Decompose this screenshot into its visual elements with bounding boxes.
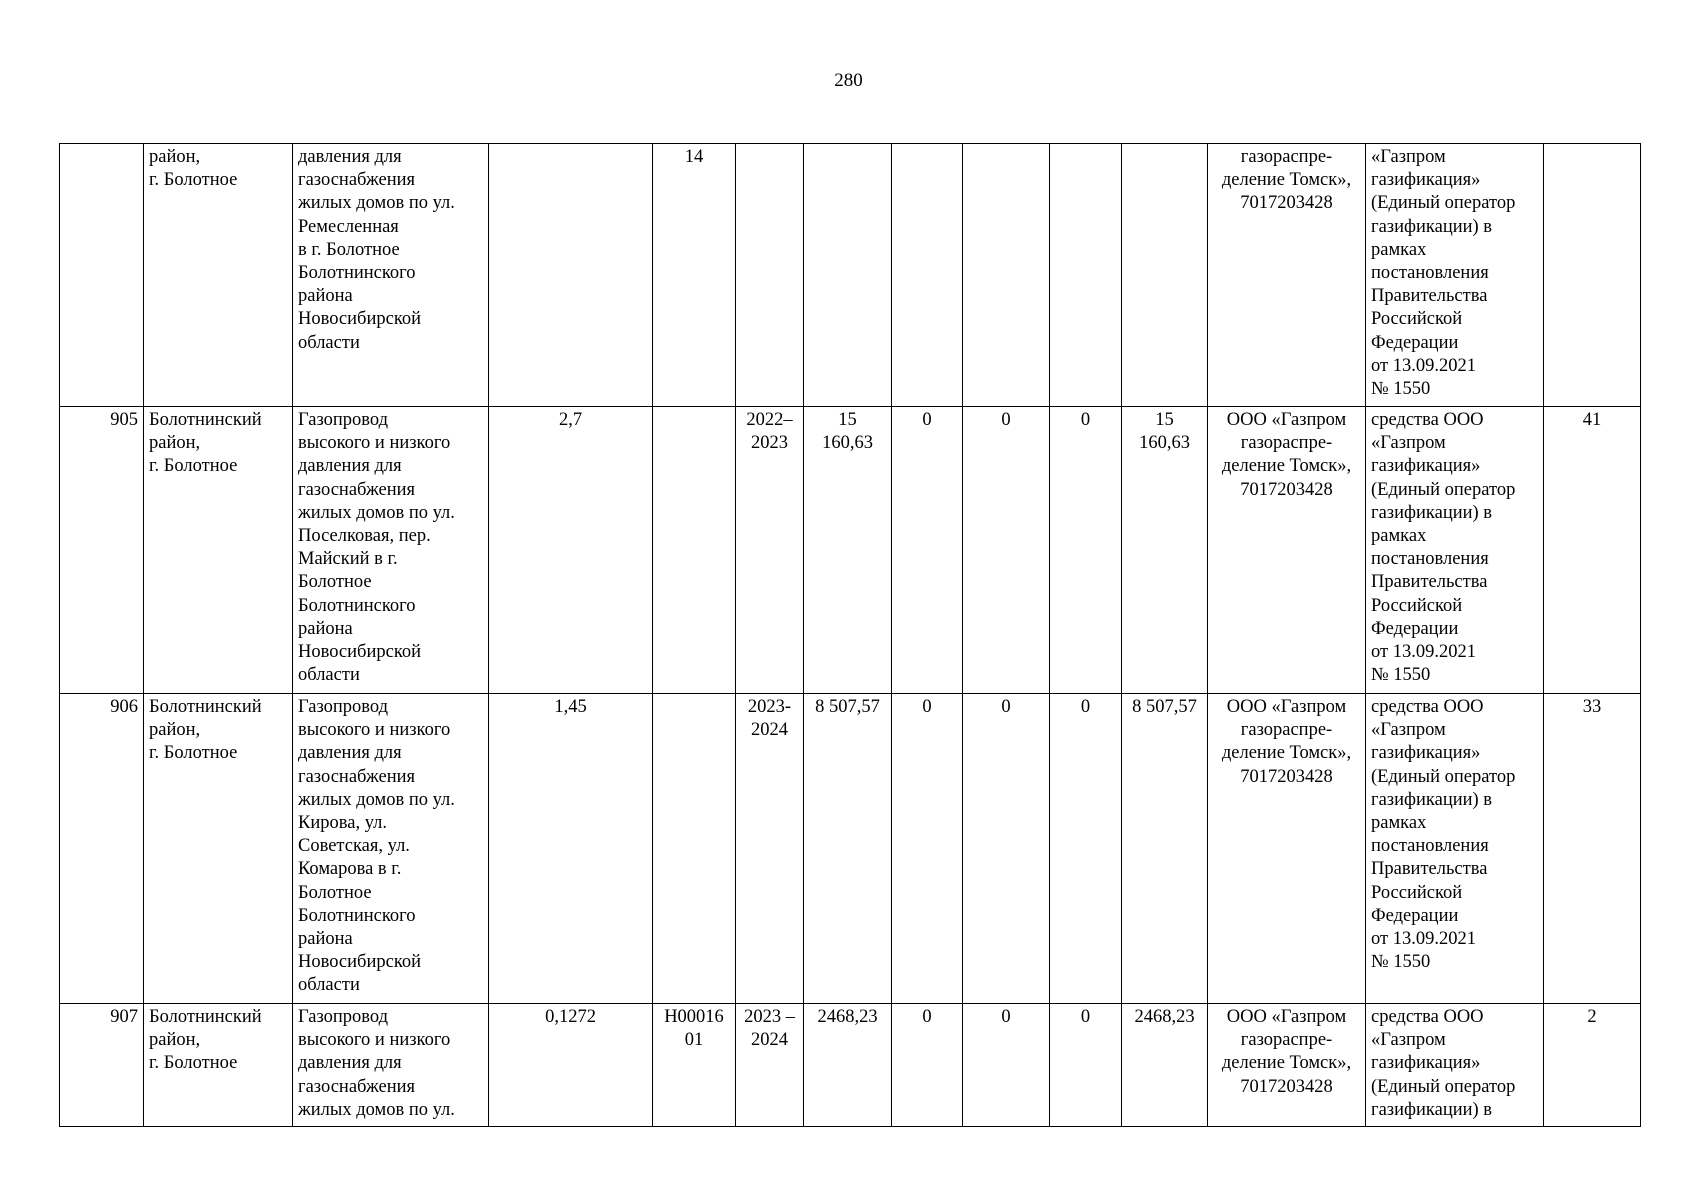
source-cell: средства ООО «Газпром газификация» (Единый оператор газификации) в [1366, 1004, 1544, 1127]
funding-b-cell: 0 [963, 694, 1050, 1004]
table-row [60, 1004, 1641, 1127]
period-cell: 2023 – 2024 [736, 1004, 804, 1127]
funding-c-cell: 0 [1050, 1004, 1122, 1127]
source-cell: «Газпром газификация» (Единый оператор газификации) в рамках постановления Правительства Российской Федерации от 13.09.2021 № 1550 [1366, 144, 1544, 407]
executor-cell: газораспре- деление Томск», 7017203428 [1208, 144, 1366, 407]
funding-a-cell: 0 [892, 407, 963, 694]
funding-a-cell: 0 [892, 694, 963, 1004]
count-cell: 41 [1544, 407, 1641, 694]
source-cell: средства ООО «Газпром газификация» (Единый оператор газификации) в рамках постановления Правительства Российской Федерации от 13.09.2021 № 1550 [1366, 694, 1544, 1004]
length-cell [489, 144, 653, 407]
object-cell: Газопровод высокого и низкого давления для газоснабжения жилых домов по ул. Поселковая, пер. Майский в г. Болотное Болотнинского района Новосибирской области [293, 407, 489, 694]
funding-b-cell: 0 [963, 1004, 1050, 1127]
object-cell: Газопровод высокого и низкого давления для газоснабжения жилых домов по ул. [293, 1004, 489, 1127]
funding-c-cell [1050, 144, 1122, 407]
total-cell: 2468,23 [804, 1004, 892, 1127]
total-cell [804, 144, 892, 407]
funding-b-cell: 0 [963, 407, 1050, 694]
length-cell: 0,1272 [489, 1004, 653, 1127]
table-row [60, 694, 1641, 1004]
funding-a-cell [892, 144, 963, 407]
period-cell: 2023- 2024 [736, 694, 804, 1004]
district-cell: район, г. Болотное [144, 144, 293, 407]
source-cell: средства ООО «Газпром газификация» (Единый оператор газификации) в рамках постановления Правительства Российской Федерации от 13.09.2021 № 1550 [1366, 407, 1544, 694]
funding-a-cell: 0 [892, 1004, 963, 1127]
table-row [60, 144, 1641, 407]
document-table [59, 143, 1641, 1127]
code-cell: Н00016 01 [653, 1004, 736, 1127]
funding-d-cell: 8 507,57 [1122, 694, 1208, 1004]
table-row [60, 407, 1641, 694]
object-cell: давления для газоснабжения жилых домов по ул. Ремесленная в г. Болотное Болотнинского района Новосибирской области [293, 144, 489, 407]
length-cell: 2,7 [489, 407, 653, 694]
count-cell: 2 [1544, 1004, 1641, 1127]
object-cell: Газопровод высокого и низкого давления для газоснабжения жилых домов по ул. Кирова, ул. Советская, ул. Комарова в г. Болотное Болотнинского района Новосибирской области [293, 694, 489, 1004]
length-cell: 1,45 [489, 694, 653, 1004]
funding-c-cell: 0 [1050, 694, 1122, 1004]
row-number-cell [60, 144, 144, 407]
period-cell [736, 144, 804, 407]
funding-b-cell [963, 144, 1050, 407]
district-cell: Болотнинский район, г. Болотное [144, 407, 293, 694]
code-cell [653, 694, 736, 1004]
row-number-cell: 905 [60, 407, 144, 694]
executor-cell: ООО «Газпром газораспре- деление Томск», 7017203428 [1208, 1004, 1366, 1127]
executor-cell: ООО «Газпром газораспре- деление Томск», 7017203428 [1208, 694, 1366, 1004]
district-cell: Болотнинский район, г. Болотное [144, 694, 293, 1004]
code-cell: 14 [653, 144, 736, 407]
funding-d-cell: 15 160,63 [1122, 407, 1208, 694]
row-number-cell: 907 [60, 1004, 144, 1127]
district-cell: Болотнинский район, г. Болотное [144, 1004, 293, 1127]
period-cell: 2022– 2023 [736, 407, 804, 694]
funding-d-cell: 2468,23 [1122, 1004, 1208, 1127]
count-cell [1544, 144, 1641, 407]
funding-d-cell [1122, 144, 1208, 407]
count-cell: 33 [1544, 694, 1641, 1004]
total-cell: 8 507,57 [804, 694, 892, 1004]
executor-cell: ООО «Газпром газораспре- деление Томск», 7017203428 [1208, 407, 1366, 694]
page-number: 280 [834, 70, 863, 91]
code-cell [653, 407, 736, 694]
row-number-cell: 906 [60, 694, 144, 1004]
total-cell: 15 160,63 [804, 407, 892, 694]
funding-c-cell: 0 [1050, 407, 1122, 694]
